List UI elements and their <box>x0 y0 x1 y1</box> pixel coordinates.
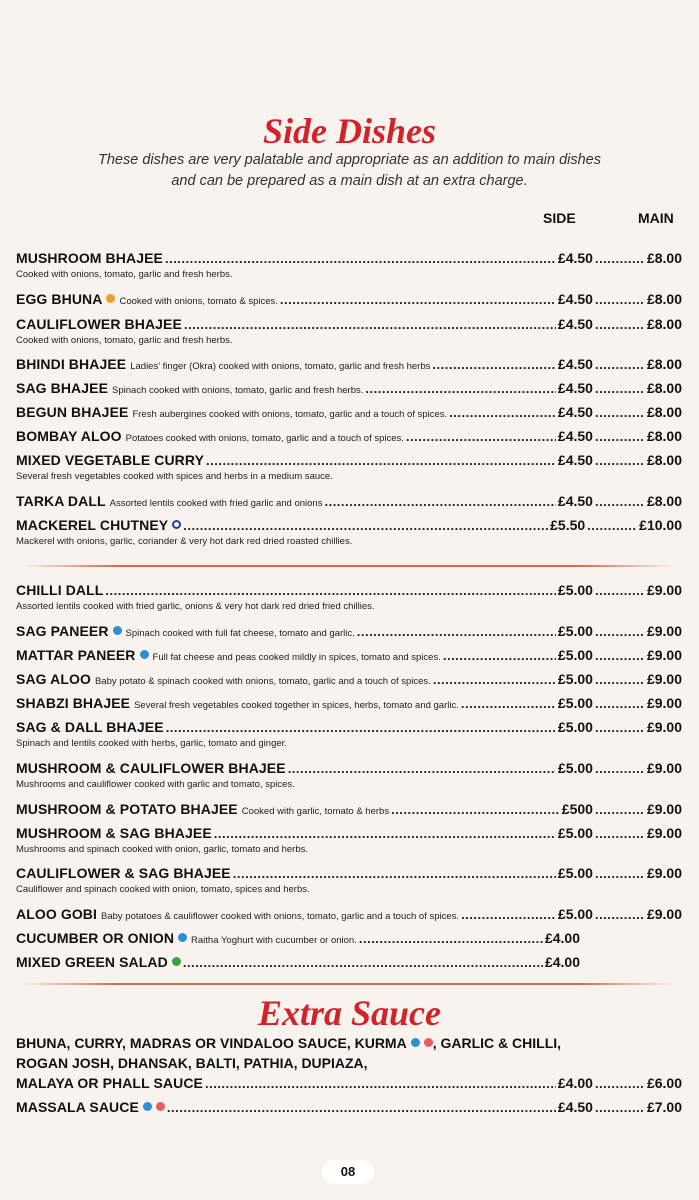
item-description: Raitha Yoghurt with cucumber or onion. <box>191 935 357 946</box>
mild-icon <box>178 933 187 942</box>
side-price: £4.00 <box>544 930 580 946</box>
dot-leader <box>595 672 645 687</box>
menu-item-malaya-phall-sauce <box>16 1075 682 1092</box>
main-price: £8.00 <box>646 404 682 420</box>
dot-leader <box>595 624 645 639</box>
section-divider <box>20 983 676 985</box>
main-price: £9.00 <box>646 623 682 639</box>
item-description: Cauliflower and spinach cooked with onion, tomato, spices and herbs. <box>16 884 310 895</box>
item-name: MATTAR PANEER <box>16 647 136 663</box>
main-price: £9.00 <box>646 719 682 735</box>
dot-leader <box>391 802 560 817</box>
sauce-line-1-rest: , GARLIC & CHILLI, <box>432 1035 562 1051</box>
side-price: £5.00 <box>557 906 593 922</box>
item-description: Assorted lentils cooked with fried garlic, onions & very hot dark red dried fried chillies. <box>16 601 375 612</box>
dot-leader <box>595 453 645 468</box>
menu-item-mushroom-and-cauliflower-bhajee <box>16 760 682 790</box>
main-price: £10.00 <box>639 517 682 533</box>
dot-leader <box>595 583 645 598</box>
item-description: Cooked with onions, tomato, garlic and fresh herbs. <box>16 269 233 280</box>
dot-leader <box>406 429 556 444</box>
main-price: £8.00 <box>646 316 682 332</box>
item-name: MASSALA SAUCE <box>16 1099 139 1115</box>
menu-item-mixed-vegetable-curry <box>16 452 682 482</box>
item-name: SAG BHAJEE <box>16 380 109 396</box>
dot-leader <box>449 405 556 420</box>
side-price: £5.00 <box>557 825 593 841</box>
main-price: £9.00 <box>646 695 682 711</box>
dot-leader <box>595 357 645 372</box>
item-name: SAG PANEER <box>16 623 109 639</box>
section-divider <box>20 565 676 567</box>
dot-leader <box>595 907 645 922</box>
dot-leader <box>165 251 556 266</box>
egg-icon <box>106 294 115 303</box>
menu-item-egg-bhuna <box>16 291 682 308</box>
dot-leader <box>461 907 556 922</box>
dot-leader <box>357 624 556 639</box>
vegan-icon <box>172 957 181 966</box>
dot-leader <box>595 292 645 307</box>
side-price: £5.00 <box>557 671 593 687</box>
item-description: Assorted lentils cooked with fried garlic and onions <box>109 498 323 509</box>
item-name: MALAYA OR PHALL SAUCE <box>16 1075 203 1091</box>
main-price: £8.00 <box>646 250 682 266</box>
item-description: Potatoes cooked with onions, tomato, garlic and a touch of spices. <box>125 433 404 444</box>
page-number: 08 <box>322 1160 374 1184</box>
dot-leader <box>433 672 556 687</box>
side-price: £4.50 <box>557 291 593 307</box>
dot-leader <box>595 802 645 817</box>
dot-leader <box>288 761 556 776</box>
dot-leader <box>233 866 556 881</box>
dot-leader <box>595 429 645 444</box>
item-name: CAULIFLOWER BHAJEE <box>16 316 182 332</box>
main-price: £8.00 <box>646 291 682 307</box>
item-name: CHILLI DALL <box>16 582 104 598</box>
menu-item-mattar-paneer <box>16 647 682 664</box>
sauce-line-1 <box>16 1035 561 1051</box>
fish-icon <box>172 520 181 529</box>
item-name: SHABZI BHAJEE <box>16 695 131 711</box>
subtitle-line-1: These dishes are very palatable and appropriate as an addition to main dishes <box>98 152 601 168</box>
menu-item-cauliflower-bhajee <box>16 316 682 346</box>
item-description: Ladies' finger (Okra) cooked with onions, tomato, garlic and fresh herbs <box>130 361 431 372</box>
side-price: £4.50 <box>557 380 593 396</box>
dot-leader <box>595 494 645 509</box>
item-description: Spinach cooked with onions, tomato, garlic and fresh herbs. <box>112 385 364 396</box>
column-side-header: SIDE <box>543 210 576 226</box>
item-description: Mushrooms and cauliflower cooked with garlic and tomato, spices. <box>16 779 295 790</box>
side-price: £5.00 <box>557 623 593 639</box>
item-description: Spinach and lentils cooked with herbs, garlic, tomato and ginger. <box>16 738 287 749</box>
mild-icon <box>143 1102 152 1111</box>
menu-item-sag-aloo <box>16 671 682 688</box>
side-price: £500 <box>561 801 593 817</box>
dot-leader <box>595 381 645 396</box>
dot-leader <box>359 931 543 946</box>
mild-icon <box>140 650 149 659</box>
side-price: £4.50 <box>557 452 593 468</box>
dot-leader <box>184 317 556 332</box>
main-price: £8.00 <box>646 452 682 468</box>
menu-item-massala-sauce <box>16 1099 682 1116</box>
mild-icon <box>113 626 122 635</box>
item-description: Fresh aubergines cooked with onions, tomato, garlic and a touch of spices. <box>132 409 448 420</box>
menu-item-mushroom-and-sag-bhajee <box>16 825 682 855</box>
dot-leader <box>461 696 556 711</box>
dot-leader <box>443 648 556 663</box>
main-price: £8.00 <box>646 493 682 509</box>
dot-leader <box>167 1100 556 1115</box>
main-price: £8.00 <box>646 356 682 372</box>
item-name: MUSHROOM BHAJEE <box>16 250 163 266</box>
menu-item-bombay-aloo <box>16 428 682 445</box>
item-name: BEGUN BHAJEE <box>16 404 129 420</box>
side-price: £4.50 <box>557 428 593 444</box>
item-name: MUSHROOM & SAG BHAJEE <box>16 825 212 841</box>
menu-item-sag-paneer <box>16 623 682 640</box>
dot-leader <box>595 1076 645 1091</box>
dot-leader <box>105 583 555 598</box>
item-name: ALOO GOBI <box>16 906 98 922</box>
menu-item-sag-and-dall-bhajee <box>16 719 682 749</box>
side-price: £5.00 <box>557 760 593 776</box>
dot-leader <box>595 405 645 420</box>
main-price: £6.00 <box>646 1075 682 1091</box>
main-price: £9.00 <box>646 865 682 881</box>
main-price: £8.00 <box>646 380 682 396</box>
side-price: £4.50 <box>557 250 593 266</box>
item-description: Baby potatoes & cauliflower cooked with onions, tomato, garlic and a touch of spices. <box>101 911 460 922</box>
item-description: Mushrooms and spinach cooked with onion, garlic, tomato and herbs. <box>16 844 309 855</box>
page-title: Side Dishes <box>262 111 437 151</box>
dot-leader <box>595 866 645 881</box>
item-description: Baby potato & spinach cooked with onions, tomato, garlic and a touch of spices. <box>94 676 431 687</box>
item-name: CAULIFLOWER & SAG BHAJEE <box>16 865 231 881</box>
side-price: £4.00 <box>544 954 580 970</box>
side-price: £4.50 <box>557 404 593 420</box>
item-description: Mackerel with onions, garlic, coriander & very hot dark red dried roasted chillies. <box>16 536 353 547</box>
mild-icon <box>411 1038 420 1047</box>
main-price: £9.00 <box>646 825 682 841</box>
dot-leader <box>595 648 645 663</box>
dot-leader <box>166 720 556 735</box>
dot-leader <box>595 720 645 735</box>
menu-item-aloo-gobi <box>16 906 682 923</box>
menu-item-shabzi-bhajee <box>16 695 682 712</box>
dot-leader <box>595 826 645 841</box>
side-price: £5.00 <box>557 695 593 711</box>
side-price: £5.50 <box>550 517 586 533</box>
menu-item-sag-bhajee <box>16 380 682 397</box>
dot-leader <box>365 381 556 396</box>
main-price: £7.00 <box>646 1099 682 1115</box>
side-price: £5.00 <box>557 719 593 735</box>
item-name: TARKA DALL <box>16 493 106 509</box>
item-name: CUCUMBER OR ONION <box>16 930 175 946</box>
menu-item-cauliflower-and-sag-bhajee <box>16 865 682 895</box>
main-price: £9.00 <box>646 906 682 922</box>
main-price: £9.00 <box>646 801 682 817</box>
side-price: £4.50 <box>557 1099 593 1115</box>
dot-leader <box>587 518 637 533</box>
item-name: SAG & DALL BHAJEE <box>16 719 164 735</box>
item-description: Cooked with garlic, tomato & herbs <box>241 806 390 817</box>
menu-item-begun-bhajee <box>16 404 682 421</box>
item-description: Several fresh vegetables cooked with spices and herbs in a medium sauce. <box>16 471 333 482</box>
dot-leader <box>205 1076 556 1091</box>
column-main-header: MAIN <box>638 210 674 226</box>
nut-icon <box>424 1038 433 1047</box>
dot-leader <box>206 453 556 468</box>
item-name: EGG BHUNA <box>16 291 103 307</box>
item-name: MIXED VEGETABLE CURRY <box>16 452 205 468</box>
subtitle-line-2: and can be prepared as a main dish at an extra charge. <box>171 173 528 189</box>
side-price: £4.50 <box>557 356 593 372</box>
dot-leader <box>595 696 645 711</box>
dot-leader <box>595 317 645 332</box>
menu-item-mushroom-and-potato-bhajee <box>16 801 682 818</box>
sauce-line-1-text: BHUNA, CURRY, MADRAS OR VINDALOO SAUCE, KURMA <box>16 1035 407 1051</box>
item-description: Full fat cheese and peas cooked mildly in spices, tomato and spices. <box>152 652 441 663</box>
main-price: £8.00 <box>646 428 682 444</box>
dot-leader <box>280 292 556 307</box>
item-description: Several fresh vegetables cooked together in spices, herbs, tomato and garlic. <box>134 700 459 711</box>
side-price: £4.50 <box>557 316 593 332</box>
item-description: Cooked with onions, tomato, garlic and fresh herbs. <box>16 335 233 346</box>
dot-leader <box>183 955 543 970</box>
dot-leader <box>183 518 548 533</box>
dot-leader <box>595 251 645 266</box>
menu-item-bhindi-bhajee <box>16 356 682 373</box>
item-name: SAG ALOO <box>16 671 91 687</box>
menu-item-chilli-dall <box>16 582 682 612</box>
main-price: £9.00 <box>646 582 682 598</box>
item-name: MIXED GREEN SALAD <box>16 954 168 970</box>
menu-item-mackerel-chutney <box>16 517 682 547</box>
dot-leader <box>324 494 555 509</box>
menu-item-mixed-green-salad <box>16 954 682 971</box>
side-price: £5.00 <box>557 582 593 598</box>
side-price: £4.50 <box>557 493 593 509</box>
main-price: £9.00 <box>646 671 682 687</box>
main-price: £9.00 <box>646 760 682 776</box>
nut-icon <box>156 1102 165 1111</box>
dot-leader <box>595 761 645 776</box>
item-description: Spinach cooked with full fat cheese, tomato and garlic. <box>125 628 355 639</box>
item-name: MUSHROOM & CAULIFLOWER BHAJEE <box>16 760 286 776</box>
extra-sauce-title: Extra Sauce <box>257 993 442 1033</box>
item-name: MACKEREL CHUTNEY <box>16 517 169 533</box>
item-name: MUSHROOM & POTATO BHAJEE <box>16 801 238 817</box>
sauce-line-2: ROGAN JOSH, DHANSAK, BALTI, PATHIA, DUPIAZA, <box>16 1055 368 1071</box>
item-name: BHINDI BHAJEE <box>16 356 127 372</box>
menu-item-mushroom-bhajee <box>16 250 682 280</box>
item-name: BOMBAY ALOO <box>16 428 122 444</box>
menu-item-cucumber-or-onion <box>16 930 682 947</box>
dot-leader <box>595 1100 645 1115</box>
side-price: £5.00 <box>557 647 593 663</box>
dot-leader <box>432 357 556 372</box>
dot-leader <box>214 826 556 841</box>
menu-item-tarka-dall <box>16 493 682 510</box>
item-description: Cooked with onions, tomato & spices. <box>119 296 278 307</box>
side-price: £4.00 <box>557 1075 593 1091</box>
main-price: £9.00 <box>646 647 682 663</box>
side-price: £5.00 <box>557 865 593 881</box>
